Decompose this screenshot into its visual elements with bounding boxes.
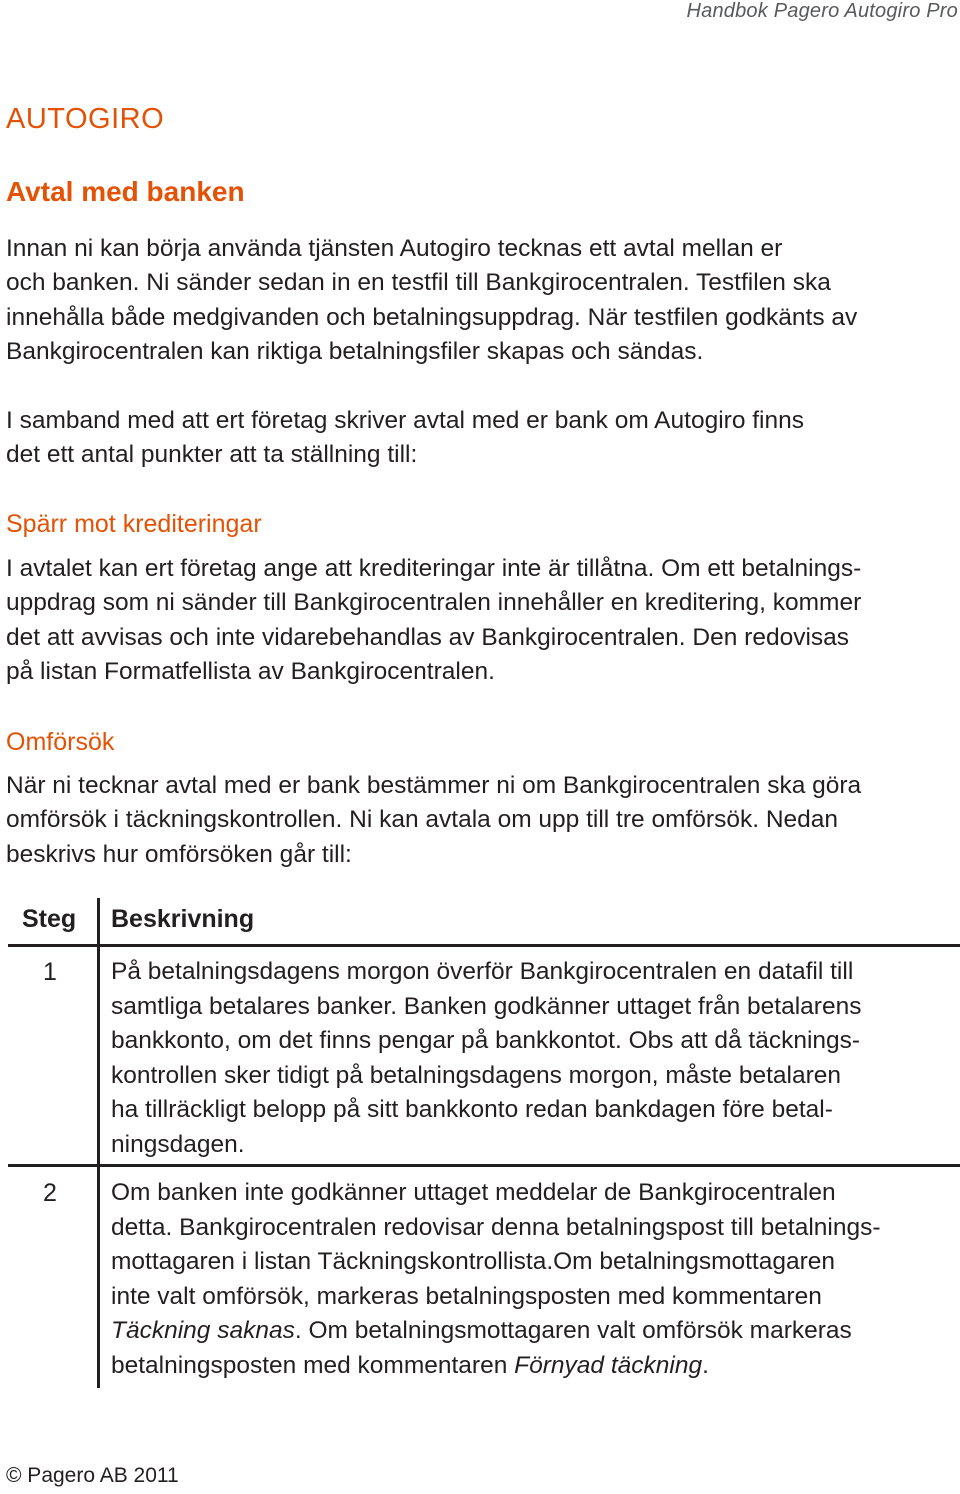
sparr-line: I avtalet kan ert företag ange att krediteringar inte är tillåtna. Om ett betalnings- bbox=[6, 555, 862, 582]
step-line-text: . Om betalningsmottagaren valt omförsök markeras bbox=[294, 1317, 852, 1345]
omforsok-line: beskrivs hur omförsöken går till: bbox=[6, 840, 352, 868]
table-step-number: 1 bbox=[43, 958, 57, 986]
table-step-description bbox=[111, 955, 956, 1163]
table-column-divider bbox=[97, 898, 100, 1388]
omforsok-heading: Omförsök bbox=[6, 728, 115, 756]
sparr-paragraph bbox=[6, 552, 956, 690]
omforsok-line: omförsök i täckningskontrollen. Ni kan avtala om upp till tre omförsök. Nedan bbox=[6, 806, 839, 834]
step-line: ningsdagen. bbox=[111, 1130, 245, 1158]
step-line: mottagaren i listan Täckningskontrollista.Om betalningsmottagaren bbox=[111, 1248, 836, 1276]
intro-line: och banken. Ni sänder sedan in en testfil till Bankgirocentralen. Testfilen ska bbox=[6, 269, 831, 297]
step-line bbox=[111, 1349, 956, 1384]
step-line: Om banken inte godkänner uttaget meddelar de Bankgirocentralen bbox=[111, 1179, 836, 1206]
points-intro-line: I samband med att ert företag skriver avtal med er bank om Autogiro finns bbox=[6, 407, 804, 434]
step-line: inte valt omförsök, markeras betalningsposten med kommentaren bbox=[111, 1282, 822, 1310]
intro-line: innehålla både medgivanden och betalningsuppdrag. När testfilen godkänts av bbox=[6, 303, 858, 331]
subsection-title: Avtal med banken bbox=[6, 176, 245, 207]
table-header-step: Steg bbox=[22, 905, 77, 933]
step-line bbox=[111, 1314, 956, 1349]
intro-line: Innan ni kan börja använda tjänsten Autogiro tecknas ett avtal mellan er bbox=[6, 235, 783, 262]
sparr-heading: Spärr mot krediteringar bbox=[6, 510, 262, 538]
intro-line: Bankgirocentralen kan riktiga betalningsfiler skapas och sändas. bbox=[6, 338, 704, 366]
omforsok-paragraph bbox=[6, 769, 956, 872]
step-line-text: . bbox=[702, 1351, 709, 1379]
points-intro-line: det ett antal punkter att ta ställning till: bbox=[6, 441, 418, 469]
italic-comment: Förnyad täckning bbox=[514, 1351, 703, 1379]
step-line: På betalningsdagens morgon överför Bankgirocentralen en datafil till bbox=[111, 958, 854, 985]
footer-copyright: © Pagero AB 2011 bbox=[6, 1464, 179, 1487]
sparr-line: på listan Formatfellista av Bankgirocentralen. bbox=[6, 658, 495, 686]
table-header-rule bbox=[8, 944, 960, 947]
omforsok-line: När ni tecknar avtal med er bank bestämmer ni om Bankgirocentralen ska göra bbox=[6, 772, 862, 799]
table-step-description bbox=[111, 1176, 956, 1384]
intro-paragraph bbox=[6, 232, 956, 370]
sparr-line: det att avvisas och inte vidarebehandlas av Bankgirocentralen. Den redovisas bbox=[6, 623, 850, 651]
step-line: samtliga betalares banker. Banken godkänner uttaget från betalarens bbox=[111, 992, 862, 1020]
step-line: kontrollen sker tidigt på betalningsdagens morgon, måste betalaren bbox=[111, 1061, 841, 1089]
step-line: detta. Bankgirocentralen redovisar denna betalningspost till betalnings- bbox=[111, 1213, 881, 1241]
table-step-number: 2 bbox=[43, 1179, 57, 1207]
table-header-description: Beskrivning bbox=[111, 905, 255, 933]
sparr-line: uppdrag som ni sänder till Bankgirocentralen innehåller en kreditering, kommer bbox=[6, 589, 862, 617]
step-line: ha tillräckligt belopp på sitt bankkonto redan bankdagen före betal- bbox=[111, 1096, 833, 1124]
points-intro-paragraph bbox=[6, 404, 956, 473]
step-line: bankkonto, om det finns pengar på bankkontot. Obs att då täcknings- bbox=[111, 1027, 861, 1055]
header-title: Handbok Pagero Autogiro Pro bbox=[686, 0, 958, 22]
italic-comment: Täckning saknas bbox=[111, 1317, 295, 1345]
step-line-text: betalningsposten med kommentaren bbox=[111, 1351, 515, 1379]
table-row-rule bbox=[8, 1164, 960, 1167]
section-title: AUTOGIRO bbox=[6, 103, 165, 135]
